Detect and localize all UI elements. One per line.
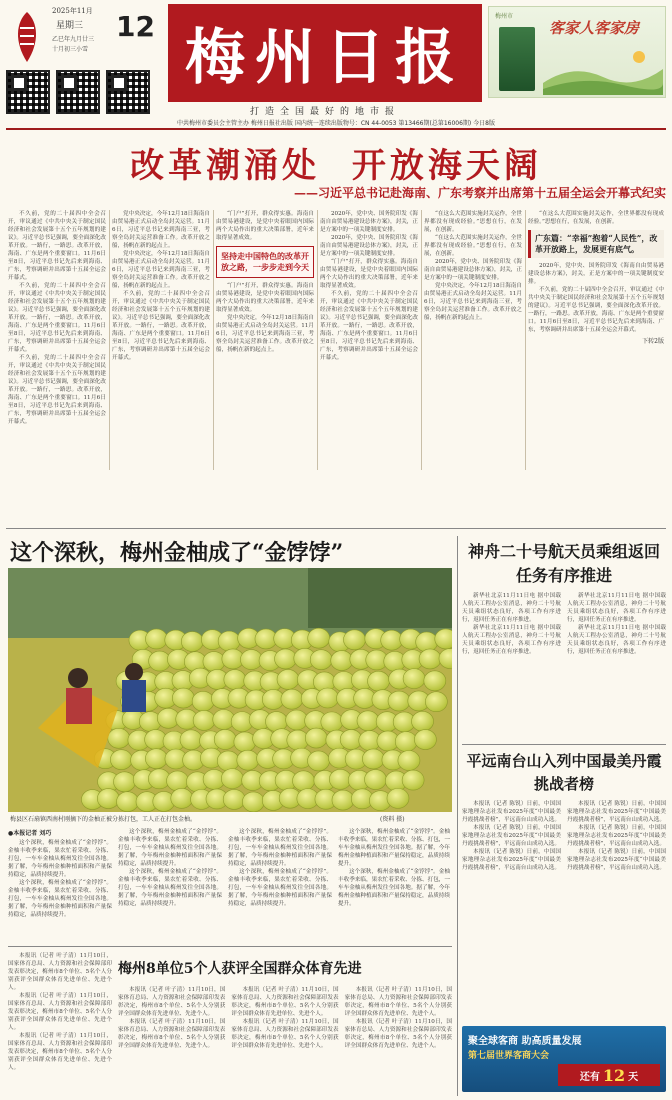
awards-left-col: 本报讯（记者 叶子清）11月10日，国家体育总局、人力资源和社会保障部印发表彰决定，梅州市8个单位、5名个人分别获评全国群众体育先进单位、先进个人。 本报讯（记者 叶子清）11月10日，国家体育总局、人力资源和社会保障部印发表彰决定，梅州市8个单位、5名个人分别获评全国群众体育先进单位、先进个人。 本报讯（记者 叶子清）11月10日，国家体育总局、人力资源和社会保障部印发表彰决定，梅州市8个单位、5名个人分别获评全国群众体育先进单位、先进个人。: [8, 953, 112, 1071]
pomelo-fruit: [388, 691, 410, 711]
pomelo-fruit: [265, 712, 287, 732]
pomelo-fruit: [145, 749, 167, 769]
pomelo-fruit: [110, 750, 132, 770]
feature-col-2: 这个深秋，梅州金柚成了“金饽饽”。金柚丰收季来临，果农忙着采收、分拣、打包，一车车金柚从梅州发往全国各地。据了解，今年梅州金柚种植面积和产量保持稳定，品质持续提升。 这个深秋，梅州金柚成了“金饽饽”。金柚丰收季来临，果农忙着采收、分拣、打包，一车车金柚从梅州发往全国各地。据了解，今年梅州金柚种植面积和产量保持稳定，品质持续提升。: [118, 829, 222, 907]
pomelo-fruit: [368, 671, 390, 691]
lead-column-3: “门户”打开，群众得实惠。海南自由贸易港建设，是党中央着眼国内国际两个大局作出的重大决策部署，近年来取得显著成效。 坚持走中国特色的改革开放之路，一步步走到今天 “门户”打开，群众得实惠。海南自由贸易港建设，是党中央着眼国内国际两个大局作出的重大决策部署，近年来取得显著成效。 党中央决定，今年12月18日海南自由贸易港正式启动全岛封关运营。11月6日，习近平总书记来到海南三亚，考察全岛封关运营准备工作。改革开放之船，扬帆在新的起点上。: [216, 211, 314, 353]
pull-quote-box: [216, 246, 314, 278]
pomelo-fruit: [293, 771, 315, 791]
pomelo-fruit: [237, 750, 259, 770]
lead-column-1: 不久前，党的二十届四中全会召开，审议通过《中共中央关于制定国民经济和社会发展第十五个五年规划的建议》。习近平总书记强调，要全面深化改革开放。一路行，一路思。改革开放，海南、广东是两个重要窗口。11月6日至8日，习近平总书记先后来到海南、广东，考察调研并出席第十五届全运会开幕式。 不久前，党的二十届四中全会召开，审议通过《中共中央关于制定国民经济和社会发展第十五个五年规划的建议》。习近平总书记强调，要全面深化改革开放。一路行，一路思。改革开放，海南、广东是两个重要窗口。11月6日至8日，习近平总书记先后来到海南、广东，考察调研并出席第十五届全运会开幕式。 不久前，党的二十届四中全会召开，审议通过《中共中央关于制定国民经济和社会发展第十五个五年规划的建议》。习近平总书记强调，要全面深化改革开放。一路行，一路思。改革开放，海南、广东是两个重要窗口。11月6日至8日，习近平总书记先后来到海南、广东，考察调研并出席第十五届全运会开幕式。: [8, 211, 106, 425]
danxia-body: 本报讯（记者 陈锐）日前，中国国家地理杂志社发布2025年度“中国最美丹霞挑战者榜”，平远南台山成功入选。 本报讯（记者 陈锐）日前，中国国家地理杂志社发布2025年度“中国最美丹霞挑战者榜”，平远南台山成功入选。 本报讯（记者 陈锐）日前，中国国家地理杂志社发布2025年度“中国最美丹霞挑战者榜”，平远南台山成功入选。 本报讯（记者 陈锐）日前，中国国家地理杂志社发布2025年度“中国最美丹霞挑战者榜”，平远南台山成功入选。 本报讯（记者 陈锐）日前，中国国家地理杂志社发布2025年度“中国最美丹霞挑战者榜”，平远南台山成功入选。 本报讯（记者 陈锐）日前，中国国家地理杂志社发布2025年度“中国最美丹霞挑战者榜”，平远南台山成功入选。: [462, 801, 666, 871]
pomelo-fruit: [332, 790, 354, 810]
pomelo-fruit: [172, 688, 194, 708]
section-quote-box: 广东篇：“幸福”抱着“人民性”，改革开放路上，发展更有底气。: [528, 230, 664, 258]
pomelo-fruit: [305, 728, 327, 748]
info-line: 中共梅州市委员会主管主办 梅州日报社出版 国内统一连续出版物号：CN 44-0053 第13466期(总第16006期) 今日8版: [177, 120, 495, 127]
pomelo-fruit: [412, 711, 434, 731]
pomelo-fruit: [403, 669, 425, 689]
masthead-rule: [6, 128, 666, 130]
paper-title: 梅州日报: [185, 23, 465, 93]
pomelo-fruit: [223, 789, 245, 809]
pomelo-fruit: [167, 771, 189, 791]
qr-code-1: [6, 70, 50, 114]
pomelo-fruit: [193, 710, 215, 730]
pomelo-fruit: [395, 732, 417, 752]
pomelo-fruit: [362, 749, 384, 769]
ad-title: 聚全球客商 助高质量发展: [468, 1036, 582, 1047]
pomelo-fruit: [364, 770, 386, 790]
pomelo-fruit: [317, 688, 339, 708]
pomelo-harvest-photo: [8, 568, 452, 812]
awards-body: 本报讯（记者 叶子清）11月10日，国家体育总局、人力资源和社会保障部印发表彰决定，梅州市8个单位、5名个人分别获评全国群众体育先进单位、先进个人。 本报讯（记者 叶子清）11月10日，国家体育总局、人力资源和社会保障部印发表彰决定，梅州市8个单位、5名个人分别获评全国群众体育先进单位、先进个人。 本报讯（记者 叶子清）11月10日，国家体育总局、人力资源和社会保障部印发表彰决定，梅州市8个单位、5名个人分别获评全国群众体育先进单位、先进个人。 本报讯（记者 叶子清）11月10日，国家体育总局、人力资源和社会保障部印发表彰决定，梅州市8个单位、5名个人分别获评全国群众体育先进单位、先进个人。 本报讯（记者 叶子清）11月10日，国家体育总局、人力资源和社会保障部印发表彰决定，梅州市8个单位、5名个人分别获评全国群众体育先进单位、先进个人。 本报讯（记者 叶子清）11月10日，国家体育总局、人力资源和社会保障部印发表彰决定，梅州市8个单位、5名个人分别获评全国群众体育先进单位、先进个人。: [118, 987, 452, 1049]
ad-subtitle: 第七届世界客商大会: [468, 1051, 550, 1061]
lead-headline: 改革潮涌处 开放海天阔: [130, 146, 542, 186]
feature-col-4: 这个深秋，梅州金柚成了“金饽饽”。金柚丰收季来临，果农忙着采收、分拣、打包，一车车金柚从梅州发往全国各地。据了解，今年梅州金柚种植面积和产量保持稳定，品质持续提升。 这个深秋，梅州金柚成了“金饽饽”。金柚丰收季来临，果农忙着采收、分拣、打包，一车车金柚从梅州发往全国各地。据了解，今年梅州金柚种植面积和产量保持稳定，品质持续提升。: [338, 829, 450, 907]
pomelo-fruit: [425, 692, 447, 712]
pomelo-fruit: [192, 691, 214, 711]
pomelo-fruit: [221, 769, 243, 789]
pomelo-fruit: [387, 788, 409, 808]
feature-photo: [8, 568, 452, 812]
paper-emblem-icon: [8, 8, 46, 66]
pomelo-fruit: [424, 671, 446, 691]
right-banner-text: 客家人客家房: [549, 19, 640, 37]
shenzhou-body: 新华社北京11月11日电 据中国载人航天工程办公室消息，神舟二十号航天员乘组状态良好，各项工作有序进行，返回任务正在有序推进。 新华社北京11月11日电 据中国载人航天工程办公室消息，神舟二十号航天员乘组状态良好，各项工作有序进行，返回任务正在有序推进。 新华社北京11月11日电 据中国载人航天工程办公室消息，神舟二十号航天员乘组状态良好，各项工作有序进行，返回任务正在有序推进。 新华社北京11月11日电 据中国载人航天工程办公室消息，神舟二十号航天员乘组状态良好，各项工作有序进行，返回任务正在有序推进。: [462, 593, 666, 655]
weekday: 星期三: [56, 21, 84, 31]
lead-column-6: “在这么大范围实施封关运作，全世界都没有现成经验。”思想在行，在发展，在创新。 广东篇：“幸福”抱着“人民性”，改革开放路上，发展更有底气。 2020年，党中央、国务院印发《海南自由贸易港建设总体方案》，封关，正是方案中的一项关键制度安排。 不久前，党的二十届四中全会召开，审议通过《中共中央关于制定国民经济和社会发展第十五个五年规划的建议》。习近平总书记强调，要全面深化改革开放。一路行，一路思。改革开放，海南、广东是两个重要窗口。11月6日至8日，习近平总书记先后来到海南、广东，考察调研并出席第十五届全运会开幕式。 下转2版: [528, 211, 664, 345]
pomelo-fruit: [286, 710, 308, 730]
masthead: [0, 0, 672, 130]
lead-column-5: “在这么大范围实施封关运作，全世界都没有现成经验。”思想在行，在发展，在创新。 “在这么大范围实施封关运作，全世界都没有现成经验。”思想在行，在发展，在创新。 2020年，党中央、国务院印发《海南自由贸易港建设总体方案》，封关，正是方案中的一项关键制度安排。 党中央决定，今年12月18日海南自由贸易港正式启动全岛封关运营。11月6日，习近平总书记来到海南三亚，考察全岛封关运营准备工作。改革开放之船，扬帆在新的起点上。: [424, 211, 522, 321]
feature-col-3: 这个深秋，梅州金柚成了“金饽饽”。金柚丰收季来临，果农忙着采收、分拣、打包，一车车金柚从梅州发往全国各地。据了解，今年梅州金柚种植面积和产量保持稳定，品质持续提升。 这个深秋，梅州金柚成了“金饽饽”。金柚丰收季来临，果农忙着采收、分拣、打包，一车车金柚从梅州发往全国各地。据了解，今年梅州金柚种植面积和产量保持稳定，品质持续提升。: [228, 829, 332, 907]
pomelo-fruit: [310, 650, 332, 670]
feature-photo-credit: (资料 摄): [380, 816, 405, 823]
paper-title-block: [168, 4, 482, 102]
right-banner-sub: 梅州市: [495, 13, 514, 20]
slogan: 打造全国最好的地市报: [249, 107, 400, 117]
pomelo-fruit: [331, 651, 353, 671]
masthead-logo: [8, 8, 46, 66]
pomelo-fruit: [171, 788, 193, 808]
feature-headline: 这个深秋，梅州金柚成了“金饽饽”: [10, 540, 344, 566]
pomelo-fruit: [108, 728, 130, 748]
awards-headline: 梅州8单位5个人获评全国群众体育先进: [118, 961, 362, 977]
section-rule: [6, 528, 666, 529]
pomelo-fruit: [214, 729, 236, 749]
farmland-illustration-icon: [543, 43, 663, 95]
feature-byline-col: ●本报记者 刘巧 这个深秋，梅州金柚成了“金饽饽”。金柚丰收季来临，果农忙着采收、分拣、打包，一车车金柚从梅州发往全国各地。据了解，今年梅州金柚种植面积和产量保持稳定，品质持续提升。 这个深秋，梅州金柚成了“金饽饽”。金柚丰收季来临，果农忙着采收、分拣、打包，一车车金柚从梅州发往全国各地。据了解，今年梅州金柚种植面积和产量保持稳定，品质持续提升。: [8, 830, 112, 918]
pomelo-fruit: [357, 711, 379, 731]
pomelo-fruit: [180, 730, 202, 750]
pomelo-fruit: [242, 792, 264, 812]
pomelo-fruit: [416, 632, 438, 652]
event-countdown-ad: [462, 1026, 666, 1092]
pomelo-fruit: [402, 770, 424, 790]
feature-byline: ●本报记者 刘巧: [8, 830, 52, 837]
pomelo-fruit: [414, 730, 436, 750]
lead-column-2: 党中央决定，今年12月18日海南自由贸易港正式启动全岛封关运营。11月6日，习近平总书记来到海南三亚，考察全岛封关运营准备工作。改革开放之船，扬帆在新的起点上。 党中央决定，今年12月18日海南自由贸易港正式启动全岛封关运营。11月6日，习近平总书记来到海南三亚，考察全岛封关运营准备工作。改革开放之船，扬帆在新的起点上。 不久前，党的二十届四中全会召开，审议通过《中共中央关于制定国民经济和社会发展第十五个五年规划的建议》。习近平总书记强调，要全面深化改革开放。一路行，一路思。改革开放，海南、广东是两个重要窗口。11月6日至8日，习近平总书记先后来到海南、广东，考察调研并出席第十五届全运会开幕式。: [112, 211, 210, 361]
pomelo-fruit: [218, 631, 240, 651]
pomelo-fruit: [114, 772, 136, 792]
qr-code-3: [106, 70, 150, 114]
pomelo-fruit: [419, 649, 441, 669]
lunar-date: 乙巳年九月廿三: [52, 36, 95, 43]
pomelo-fruit: [217, 751, 239, 771]
ad-countdown: 还有 12 天: [558, 1064, 660, 1086]
pomelo-fruit: [308, 628, 330, 648]
pomelo-fruit: [308, 751, 330, 771]
solar-term: 十月初三小雪: [52, 46, 89, 53]
pomelo-fruit: [343, 630, 365, 650]
date-year-month: 2025年11月: [52, 7, 93, 15]
lead-subhead: ——习近平总书记赴海南、广东考察并出席第十五届全运会开幕式纪实: [293, 186, 666, 200]
shenzhou-headline: 神舟二十号航天员乘组返回任务有序推进: [467, 542, 660, 585]
pomelo-fruit: [97, 789, 119, 809]
day-number: 12: [116, 10, 155, 43]
right-banner: [488, 6, 666, 98]
feature-photo-caption: 梅县区石扇镇西南村刚摘下的金柚正被分拣打包，工人正在打包金柚。: [10, 816, 197, 823]
pomelo-fruit: [281, 689, 303, 709]
lead-column-4: 2020年，党中央、国务院印发《海南自由贸易港建设总体方案》，封关，正是方案中的一项关键制度安排。 2020年，党中央、国务院印发《海南自由贸易港建设总体方案》，封关，正是方案中的一项关键制度安排。 “门户”打开，群众得实惠。海南自由贸易港建设，是党中央着眼国内国际两个大局作出的重大决策部署，近年来取得显著成效。 不久前，党的二十届四中全会召开，审议通过《中共中央关于制定国民经济和社会发展第十五个五年规划的建议》。习近平总书记强调，要全面深化改革开放。一路行，一路思。改革开放，海南、广东是两个重要窗口。11月6日至8日，习近平总书记先后来到海南、广东，考察调研并出席第十五届全运会开幕式。: [320, 211, 418, 361]
pomelo-fruit: [321, 712, 343, 732]
pomelo-fruit: [381, 630, 403, 650]
pomelo-fruit: [398, 751, 420, 771]
qr-code-2: [56, 70, 100, 114]
pomelo-fruit: [277, 669, 299, 689]
pomelo-fruit: [203, 652, 225, 672]
pomelo-fruit: [224, 670, 246, 690]
pomelo-fruit: [181, 632, 203, 652]
pomelo-fruit: [275, 649, 297, 669]
pomelo-fruit: [234, 732, 256, 752]
pull-quote: 坚持走中国特色的改革开放之路，一步步走到今天: [221, 251, 309, 272]
jump-note: 下转2版: [642, 338, 664, 345]
pomelo-fruit: [145, 629, 167, 649]
pomelo-fruit: [117, 792, 139, 812]
danxia-headline: 平远南台山入列中国最美丹霞挑战者榜: [466, 752, 662, 793]
product-box-image: [499, 27, 535, 91]
